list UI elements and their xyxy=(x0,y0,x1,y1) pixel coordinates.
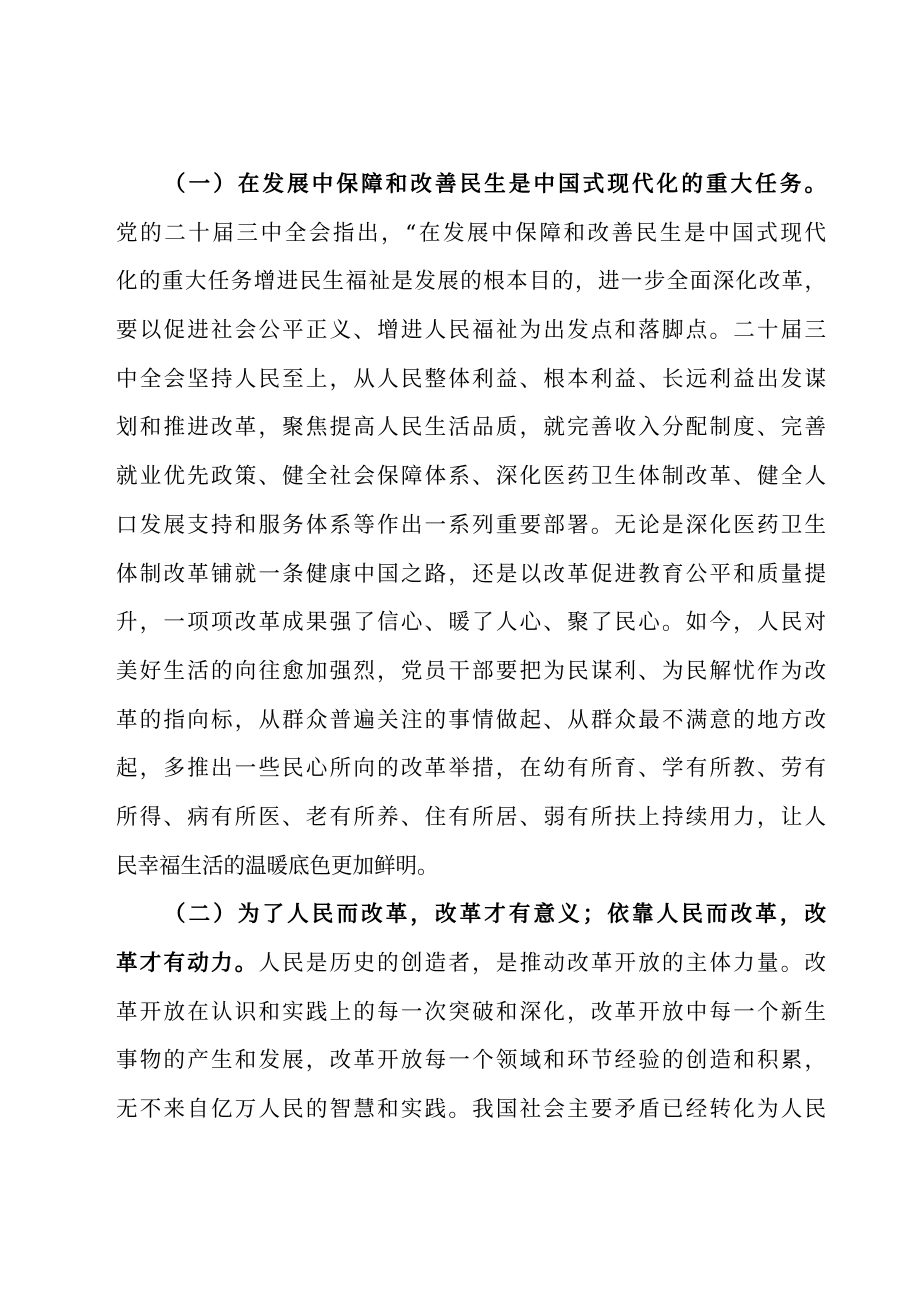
section2-heading: （二）为了人民而改革，改革才有意义；依靠人民而改革，改 xyxy=(164,902,826,928)
paragraph-line: 无不来自亿万人民的智慧和实践。我国社会主要矛盾已经转化为人民 xyxy=(116,1097,826,1123)
paragraph-line: 化的重大任务增进民生福祉是发展的根本目的，进一步全面深化改革， xyxy=(116,269,826,295)
paragraph-line: 要以促进社会公平正义、增进人民福祉为出发点和落脚点。二十届三 xyxy=(116,318,826,344)
paragraph-line: 中全会坚持人民至上，从人民整体利益、根本利益、长远利益出发谋 xyxy=(116,366,826,392)
body-text xyxy=(116,161,826,1135)
paragraph-line: 革开放在认识和实践上的每一次突破和深化，改革开放中每一个新生 xyxy=(116,999,826,1025)
paragraph-line: 党的二十届三中全会指出，“在发展中保障和改善民生是中国式现代 xyxy=(116,220,826,246)
paragraph-line: 起，多推出一些民心所向的改革举措，在幼有所育、学有所教、劳有 xyxy=(116,756,826,782)
paragraph-line: 美好生活的向往愈加强烈，党员干部要把为民谋利、为民解忧作为改 xyxy=(116,658,826,684)
section2-heading-end: 革才有动力。 xyxy=(116,951,259,976)
paragraph-line: 体制改革铺就一条健康中国之路，还是以改革促进教育公平和质量提 xyxy=(116,561,826,587)
paragraph-line: 革的指向标，从群众普遍关注的事情做起、从群众最不满意的地方改 xyxy=(116,707,826,733)
section2-heading-continuation xyxy=(116,940,826,989)
paragraph-line: 升，一项项改革成果强了信心、暖了人心、聚了民心。如今，人民对 xyxy=(116,610,826,636)
section1-heading: （一）在发展中保障和改善民生是中国式现代化的重大任务。 xyxy=(164,172,826,197)
paragraph-line: 事物的产生和发展，改革开放每一个领域和环节经验的创造和积累， xyxy=(116,1048,826,1074)
paragraph-line: 所得、病有所医、老有所养、住有所居、弱有所扶上持续用力，让人 xyxy=(116,804,826,830)
paragraph-line: 口发展支持和服务体系等作出一系列重要部署。无论是深化医药卫生 xyxy=(116,512,826,538)
paragraph-line: 就业优先政策、健全社会保障体系、深化医药卫生体制改革、健全人 xyxy=(116,464,826,490)
paragraph-line: 划和推进改革，聚焦提高人民生活品质，就完善收入分配制度、完善 xyxy=(116,415,826,441)
paragraph-line: 民幸福生活的温暖底色更加鲜明。 xyxy=(116,853,439,879)
section2-text-start: 人民是历史的创造者，是推动改革开放的主体力量。改 xyxy=(258,951,826,976)
